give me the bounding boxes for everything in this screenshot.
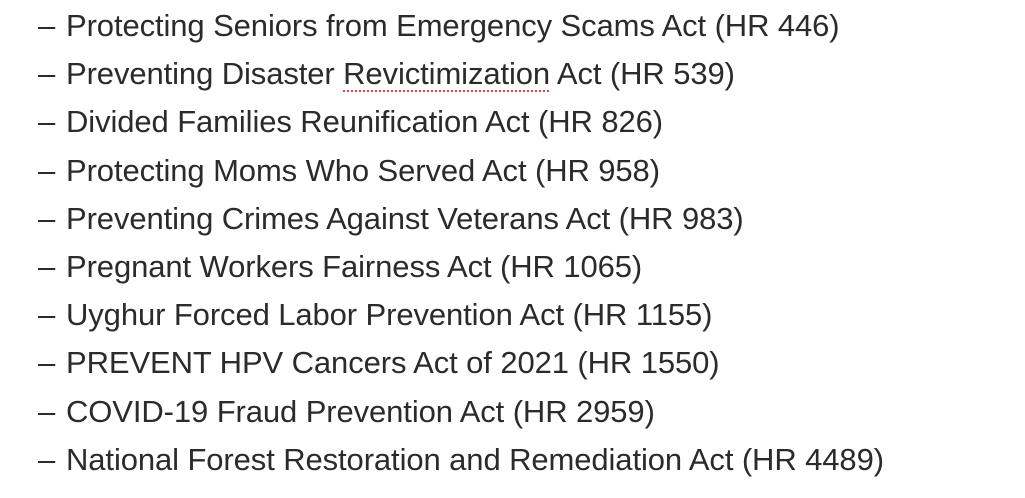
dash-bullet: – (38, 104, 56, 140)
dash-bullet: – (38, 200, 56, 236)
dash-bullet: – (38, 56, 56, 92)
list-item[interactable] (38, 339, 884, 387)
list-item[interactable] (38, 195, 884, 243)
list-item-text: Pregnant Workers Fairness Act (HR 1065) (66, 248, 643, 284)
list-item-text: COVID-19 Fraud Prevention Act (HR 2959) (66, 393, 655, 429)
bill-list (38, 2, 884, 484)
list-item[interactable] (38, 147, 884, 195)
list-item[interactable] (38, 436, 884, 484)
list-item-text: National Forest Restoration and Remediation Act (HR 4489) (66, 441, 884, 477)
dash-bullet: – (38, 152, 56, 188)
dash-bullet: – (38, 248, 56, 284)
dash-bullet: – (38, 441, 56, 477)
list-item[interactable] (38, 243, 884, 291)
dash-bullet: – (38, 8, 56, 43)
list-item-text: Divided Families Reunification Act (HR 826) (66, 104, 663, 140)
dash-bullet: – (38, 297, 56, 333)
list-item-text-before: Preventing Disaster (66, 56, 344, 92)
list-item[interactable] (38, 98, 884, 146)
list-item[interactable] (38, 2, 884, 50)
list-item-text: Uyghur Forced Labor Prevention Act (HR 1155) (66, 297, 713, 333)
list-item-text: Preventing Crimes Against Veterans Act (HR 983) (66, 200, 744, 236)
spellcheck-flagged-word[interactable]: Revictimization (343, 56, 551, 92)
list-item-text-after: Act (HR 539) (550, 56, 735, 92)
list-item[interactable] (38, 291, 884, 339)
dash-bullet: – (38, 345, 56, 381)
dash-bullet: – (38, 393, 56, 429)
list-item-text: Protecting Moms Who Served Act (HR 958) (66, 152, 660, 188)
list-item[interactable] (38, 388, 884, 436)
list-item-text: PREVENT HPV Cancers Act of 2021 (HR 1550) (66, 345, 720, 381)
list-item[interactable] (38, 50, 884, 98)
list-item-text: Protecting Seniors from Emergency Scams Act (HR 446) (66, 8, 840, 43)
